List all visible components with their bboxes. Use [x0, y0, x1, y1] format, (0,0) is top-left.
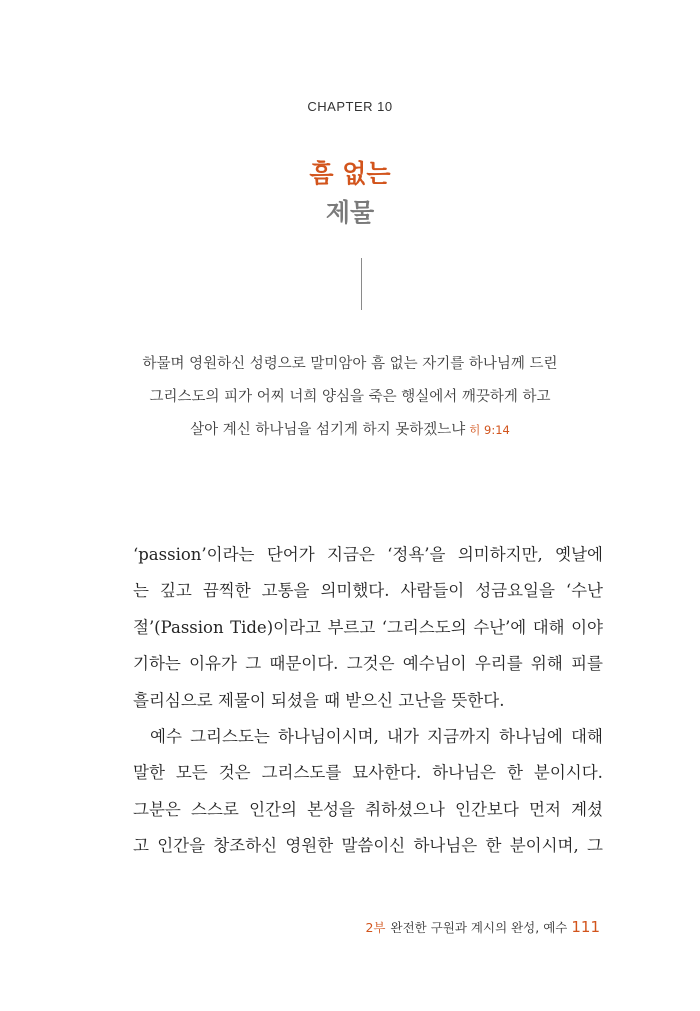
body-word: 스스로 [191, 799, 239, 819]
body-word: 예수 [150, 726, 182, 746]
body-word: 그리스도는 [190, 726, 270, 746]
body-line [133, 724, 603, 760]
body-word: 이유가 [189, 654, 237, 674]
body-word: 창조하신 [213, 836, 278, 856]
epigraph-line [0, 352, 700, 385]
body-line [133, 615, 603, 651]
body-line [133, 688, 603, 724]
body-word: 대해 [571, 726, 603, 746]
body-word: 피를 [571, 654, 603, 674]
body-word: 인간을 [157, 836, 206, 856]
body-word: ‘정욕’을 [387, 545, 446, 564]
body-word: 분이시다. [533, 763, 603, 783]
scripture-reference: 히 9:14 [469, 423, 510, 437]
body-word: 하나님은 [432, 763, 496, 783]
chapter-label: CHAPTER 10 [307, 99, 393, 114]
body-word: Tide)이라고 [230, 617, 321, 637]
body-word: 대해 [532, 617, 565, 637]
body-word: 위해 [530, 654, 563, 674]
body-word: 절’(Passion [133, 617, 224, 637]
title-divider [361, 258, 362, 310]
body-line-text: 흘리심으로 제물이 되셨을 때 받으신 고난을 뜻한다. [133, 690, 505, 710]
footer-part-label: 2부 [365, 920, 386, 935]
body-word: 사람들이 [400, 581, 465, 601]
body-word: 단어가 [266, 545, 315, 564]
body-word: 깊고 [159, 581, 192, 601]
chapter-title-line2: 제물 [325, 198, 375, 227]
body-word: 성금요일을 [475, 581, 555, 601]
body-paragraphs [133, 542, 603, 870]
epigraph-line-text: 그리스도의 피가 어찌 너희 양심을 죽은 행실에서 깨끗하게 하고 [149, 389, 551, 405]
body-word: 말씀이신 [341, 836, 406, 856]
body-line [133, 542, 603, 578]
body-word: 영원한 [285, 836, 334, 856]
body-word: 끔찍한 [202, 581, 251, 601]
body-word: 고 [133, 836, 149, 856]
chapter-title-line1: 흠 없는 [309, 159, 391, 188]
epigraph-line [0, 418, 700, 451]
body-word: 말한 [133, 763, 165, 783]
body-line [133, 651, 603, 687]
body-word: 우리를 [474, 654, 523, 674]
body-word: 취하셨으나 [365, 799, 445, 819]
body-word: 하나님은 [413, 836, 478, 856]
body-word: 의미하지만, [457, 545, 543, 564]
body-word: 그분은 [133, 799, 181, 819]
body-word: 부르고 [327, 617, 376, 637]
page-footer [365, 918, 600, 936]
body-line [133, 578, 603, 614]
body-line [133, 760, 603, 796]
epigraph [0, 352, 700, 451]
body-word: 그 [245, 654, 262, 674]
body-word: 그것은 [346, 654, 395, 674]
body-word: 그리스도를 [261, 763, 342, 783]
page-number: 111 [571, 918, 600, 936]
body-word: 이야 [571, 617, 603, 637]
body-word: 모든 [175, 763, 208, 783]
body-word: 하나님에 [499, 726, 563, 746]
body-word: 수난’에 [473, 617, 527, 637]
body-word: 먼저 [529, 799, 561, 819]
body-line [133, 833, 603, 869]
body-word: 계셨 [571, 799, 603, 819]
body-word: 는 [133, 581, 149, 601]
body-word: 인간보다 [455, 799, 519, 819]
body-word: 내가 [387, 726, 419, 746]
body-word: 예수님이 [402, 654, 467, 674]
body-word: 본성을 [307, 799, 355, 819]
body-line [133, 797, 603, 833]
body-word: 한 [485, 836, 502, 856]
body-word: 의미했다. [320, 581, 390, 601]
body-word: ‘그리스도의 [381, 617, 467, 637]
epigraph-line-text: 하물며 영원하신 성령으로 말미암아 흠 없는 자기를 하나님께 드린 [142, 356, 558, 372]
body-word: 지금까지 [427, 726, 491, 746]
epigraph-line-text: 살아 계신 하나님을 섬기게 하지 못하겠느냐 [190, 422, 466, 438]
body-word: 옛날에 [555, 545, 603, 564]
body-word: 고통을 [261, 581, 310, 601]
body-word: ‘passion’이라는 [133, 545, 255, 564]
body-word: 인간의 [249, 799, 297, 819]
body-word: 때문이다. [269, 654, 339, 674]
footer-section-title: 완전한 구원과 계시의 완성, 예수 [390, 920, 568, 935]
body-word: 분이시며, [509, 836, 579, 856]
body-word: ‘수난 [565, 581, 603, 601]
body-word: 한 [506, 763, 523, 783]
body-word: 것은 [218, 763, 251, 783]
body-word: 기하는 [133, 654, 181, 674]
body-word: 묘사한다. [352, 763, 422, 783]
body-word: 그 [587, 836, 603, 856]
body-word: 하나님이시며, [277, 726, 379, 746]
epigraph-line [0, 385, 700, 418]
body-word: 지금은 [327, 545, 375, 564]
